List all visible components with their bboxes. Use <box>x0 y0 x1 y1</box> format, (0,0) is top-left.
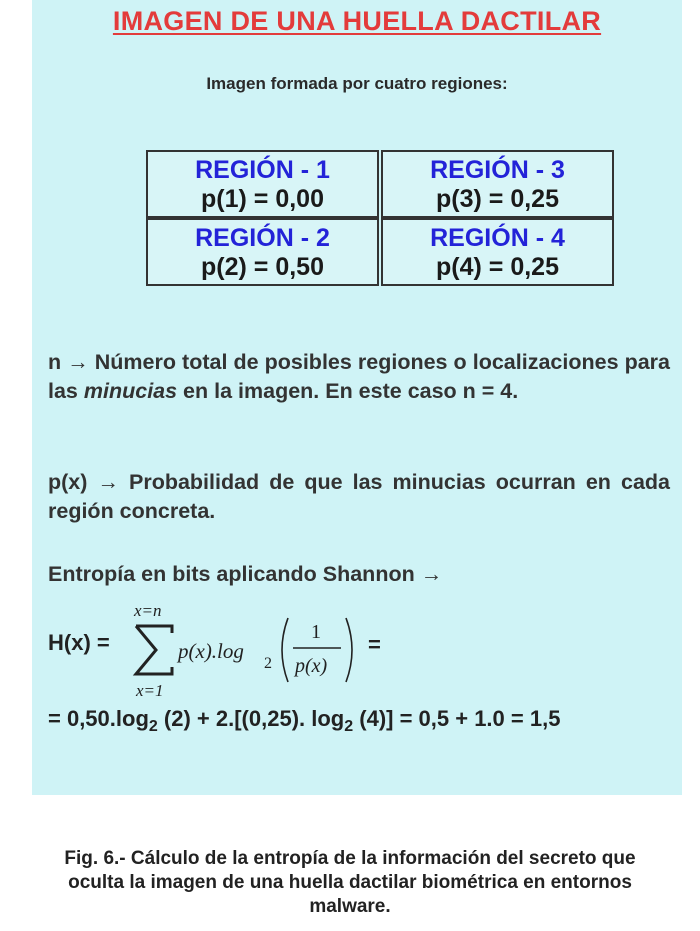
fraction-numerator: 1 <box>311 621 321 643</box>
slide-subtitle: Imagen formada por cuatro regiones: <box>206 74 508 93</box>
region-1-cell <box>146 150 379 218</box>
entropy-intro: Entropía en bits aplicando Shannon → <box>48 562 443 586</box>
region-2-cell <box>146 218 379 286</box>
regions-table <box>146 150 616 290</box>
formula-lhs: H(x) = <box>48 630 110 655</box>
formula-equals: = <box>368 632 381 657</box>
slide-panel <box>32 0 682 795</box>
p-definition: p(x) → Probabilidad de que las minucias ocurran en cada región concreta. <box>48 470 670 523</box>
region-name: REGIÓN - 4 <box>430 224 565 252</box>
region-name: REGIÓN - 2 <box>195 224 330 252</box>
region-4-cell <box>381 218 614 286</box>
shannon-entropy-formula <box>48 600 668 700</box>
region-name: REGIÓN - 3 <box>430 156 565 184</box>
fraction-denominator: p(x) <box>295 655 328 677</box>
entropy-result: = $0,50.\log_2$ (2) + 2.[(0,25). $\log_2 (4)] = 0,5 + 1.0 = 1,5$ <box>48 706 561 735</box>
region-probability: p(2) = 0,50 <box>201 253 324 281</box>
figure-caption: Fig. 6.- Cálculo de la entropía de la información del secreto que oculta la imagen de una huella dactilar biométrica en entornos malware. <box>64 848 636 917</box>
sum-upper-limit: x=n <box>134 601 162 620</box>
log-base: 2 <box>264 655 272 672</box>
sigma-icon <box>136 626 172 674</box>
left-paren-icon <box>282 618 288 682</box>
region-probability: p(3) = 0,25 <box>436 185 559 213</box>
region-3-cell <box>381 150 614 218</box>
n-definition: n → Número total de posibles regiones o localizaciones para las minucias en la imagen. En este caso n = 4. <box>48 350 670 403</box>
region-probability: p(4) = 0,25 <box>436 253 559 281</box>
slide-title: IMAGEN DE UNA HUELLA DACTILAR <box>112 6 602 36</box>
sum-lower-limit: x=1 <box>136 681 164 700</box>
right-paren-icon <box>346 618 352 682</box>
formula-term: p(x).log <box>178 639 244 663</box>
region-name: REGIÓN - 1 <box>195 156 330 184</box>
region-probability: p(1) = 0,00 <box>201 185 324 213</box>
